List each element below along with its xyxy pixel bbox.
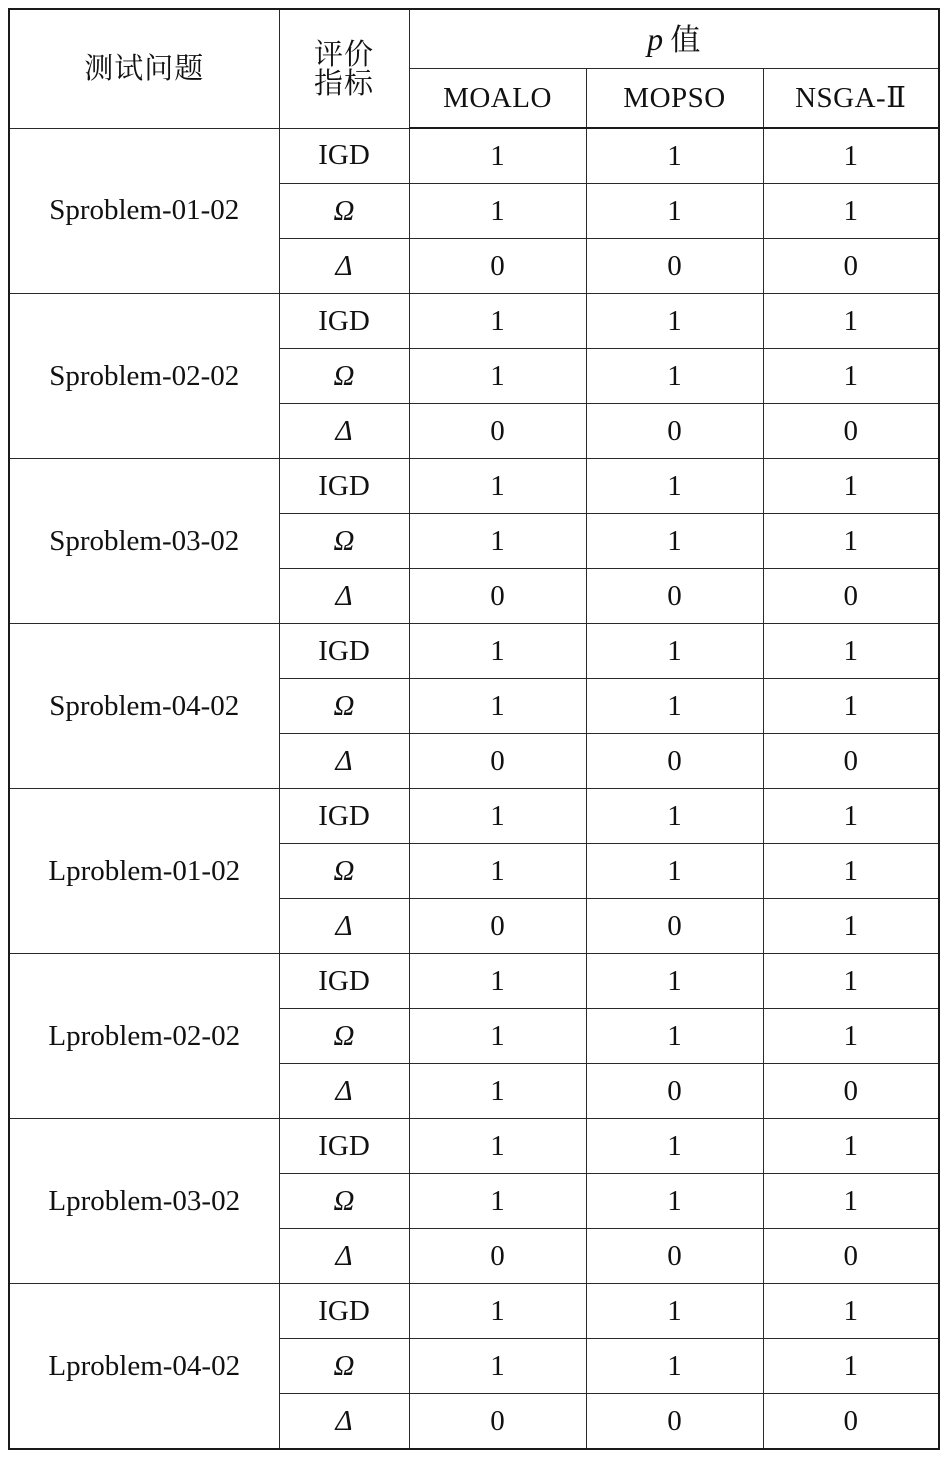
p-value-cell: 1 bbox=[586, 1339, 763, 1394]
problem-cell: Lproblem-02-02 bbox=[9, 954, 279, 1119]
header-problem: 测试问题 bbox=[9, 9, 279, 128]
p-value-cell: 1 bbox=[763, 1009, 939, 1064]
p-value-cell: 1 bbox=[409, 1119, 586, 1174]
p-value-cell: 1 bbox=[409, 844, 586, 899]
p-value-cell: 1 bbox=[763, 844, 939, 899]
metric-cell: Ω bbox=[279, 184, 409, 239]
p-value-cell: 1 bbox=[586, 954, 763, 1009]
p-value-cell: 1 bbox=[586, 459, 763, 514]
header-metric bbox=[279, 9, 409, 128]
p-value-cell: 0 bbox=[763, 404, 939, 459]
p-value-cell: 1 bbox=[586, 1009, 763, 1064]
p-value-cell: 1 bbox=[763, 1174, 939, 1229]
p-value-cell: 1 bbox=[763, 1284, 939, 1339]
header-metric-line1: 评价 bbox=[313, 36, 374, 71]
p-value-cell: 1 bbox=[409, 1174, 586, 1229]
table-row bbox=[9, 789, 939, 844]
problem-cell: Sproblem-03-02 bbox=[9, 459, 279, 624]
p-value-cell: 0 bbox=[763, 734, 939, 789]
metric-cell: IGD bbox=[279, 459, 409, 514]
p-value-cell: 0 bbox=[409, 899, 586, 954]
header-p-value bbox=[409, 9, 939, 69]
p-value-cell: 1 bbox=[586, 789, 763, 844]
p-value-cell: 1 bbox=[763, 789, 939, 844]
p-value-cell: 1 bbox=[586, 844, 763, 899]
table-row bbox=[9, 459, 939, 514]
metric-cell: Δ bbox=[279, 734, 409, 789]
p-value-cell: 0 bbox=[763, 1064, 939, 1119]
p-value-cell: 0 bbox=[763, 1229, 939, 1284]
p-value-cell: 1 bbox=[763, 184, 939, 239]
p-value-cell: 1 bbox=[763, 459, 939, 514]
p-value-cell: 0 bbox=[586, 899, 763, 954]
p-value-cell: 1 bbox=[409, 1064, 586, 1119]
p-value-cell: 1 bbox=[409, 349, 586, 404]
p-value-cell: 0 bbox=[586, 569, 763, 624]
table-header bbox=[9, 9, 939, 128]
table-row bbox=[9, 1119, 939, 1174]
p-value-cell: 1 bbox=[409, 514, 586, 569]
p-value-cell: 1 bbox=[409, 624, 586, 679]
p-value-cell: 1 bbox=[763, 1339, 939, 1394]
metric-cell: IGD bbox=[279, 954, 409, 1009]
p-value-cell: 0 bbox=[586, 1064, 763, 1119]
p-value-cell: 1 bbox=[409, 954, 586, 1009]
problem-cell: Lproblem-01-02 bbox=[9, 789, 279, 954]
p-value-cell: 0 bbox=[409, 239, 586, 294]
results-table bbox=[8, 8, 940, 1450]
metric-cell: Ω bbox=[279, 514, 409, 569]
p-value-cell: 1 bbox=[763, 514, 939, 569]
metric-cell: Ω bbox=[279, 844, 409, 899]
metric-cell: IGD bbox=[279, 128, 409, 184]
p-value-cell: 0 bbox=[763, 239, 939, 294]
p-value-cell: 1 bbox=[409, 128, 586, 184]
p-value-cell: 0 bbox=[409, 569, 586, 624]
p-value-cell: 1 bbox=[409, 1284, 586, 1339]
p-value-cell: 0 bbox=[586, 1229, 763, 1284]
p-value-cell: 0 bbox=[409, 404, 586, 459]
metric-cell: Δ bbox=[279, 1064, 409, 1119]
metric-cell: Ω bbox=[279, 1009, 409, 1064]
header-algo-moalo: MOALO bbox=[409, 69, 586, 129]
problem-cell: Lproblem-04-02 bbox=[9, 1284, 279, 1450]
metric-cell: Ω bbox=[279, 1174, 409, 1229]
table-row bbox=[9, 294, 939, 349]
p-value-cell: 1 bbox=[763, 679, 939, 734]
metric-cell: Ω bbox=[279, 679, 409, 734]
metric-cell: IGD bbox=[279, 1119, 409, 1174]
p-value-cell: 1 bbox=[763, 294, 939, 349]
p-value-cell: 1 bbox=[586, 349, 763, 404]
metric-cell: Δ bbox=[279, 1229, 409, 1284]
p-value-cell: 1 bbox=[409, 679, 586, 734]
table-row bbox=[9, 954, 939, 1009]
p-value-cell: 1 bbox=[763, 1119, 939, 1174]
p-value-cell: 1 bbox=[763, 128, 939, 184]
p-value-cell: 1 bbox=[409, 294, 586, 349]
metric-cell: Δ bbox=[279, 239, 409, 294]
table-row bbox=[9, 128, 939, 184]
metric-cell: Ω bbox=[279, 349, 409, 404]
problem-cell: Lproblem-03-02 bbox=[9, 1119, 279, 1284]
p-value-cell: 1 bbox=[586, 294, 763, 349]
p-value-cell: 1 bbox=[409, 789, 586, 844]
problem-cell: Sproblem-01-02 bbox=[9, 128, 279, 294]
p-value-cell: 0 bbox=[763, 569, 939, 624]
header-p-suffix: 值 bbox=[670, 22, 701, 58]
p-value-cell: 1 bbox=[586, 514, 763, 569]
problem-cell: Sproblem-04-02 bbox=[9, 624, 279, 789]
p-value-cell: 1 bbox=[763, 954, 939, 1009]
metric-cell: Δ bbox=[279, 569, 409, 624]
p-value-cell: 0 bbox=[586, 239, 763, 294]
problem-cell: Sproblem-02-02 bbox=[9, 294, 279, 459]
table-row bbox=[9, 1284, 939, 1339]
header-metric-line2: 指标 bbox=[313, 65, 374, 100]
header-algo-mopso: MOPSO bbox=[586, 69, 763, 129]
p-value-cell: 1 bbox=[763, 899, 939, 954]
p-value-cell: 1 bbox=[586, 624, 763, 679]
p-value-cell: 0 bbox=[586, 734, 763, 789]
p-value-cell: 1 bbox=[586, 1174, 763, 1229]
metric-cell: Δ bbox=[279, 899, 409, 954]
header-algo-nsga2: NSGA-Ⅱ bbox=[763, 69, 939, 129]
p-value-cell: 1 bbox=[586, 679, 763, 734]
p-value-cell: 0 bbox=[409, 1394, 586, 1450]
metric-cell: IGD bbox=[279, 789, 409, 844]
metric-cell: IGD bbox=[279, 294, 409, 349]
metric-cell: Ω bbox=[279, 1339, 409, 1394]
p-value-cell: 0 bbox=[409, 1229, 586, 1284]
p-value-cell: 0 bbox=[586, 1394, 763, 1450]
p-value-cell: 1 bbox=[409, 184, 586, 239]
metric-cell: IGD bbox=[279, 1284, 409, 1339]
metric-cell: Δ bbox=[279, 404, 409, 459]
p-value-cell: 1 bbox=[409, 1009, 586, 1064]
p-value-cell: 1 bbox=[409, 459, 586, 514]
p-value-cell: 1 bbox=[586, 1119, 763, 1174]
header-p-symbol: p bbox=[647, 20, 664, 57]
metric-cell: Δ bbox=[279, 1394, 409, 1450]
p-value-cell: 1 bbox=[586, 1284, 763, 1339]
p-value-cell: 1 bbox=[586, 128, 763, 184]
p-value-cell: 1 bbox=[763, 624, 939, 679]
p-value-cell: 1 bbox=[763, 349, 939, 404]
table-row bbox=[9, 624, 939, 679]
table-body bbox=[9, 128, 939, 1449]
p-value-cell: 0 bbox=[586, 404, 763, 459]
p-value-cell: 0 bbox=[763, 1394, 939, 1450]
p-value-cell: 0 bbox=[409, 734, 586, 789]
p-value-cell: 1 bbox=[409, 1339, 586, 1394]
p-value-cell: 1 bbox=[586, 184, 763, 239]
metric-cell: IGD bbox=[279, 624, 409, 679]
